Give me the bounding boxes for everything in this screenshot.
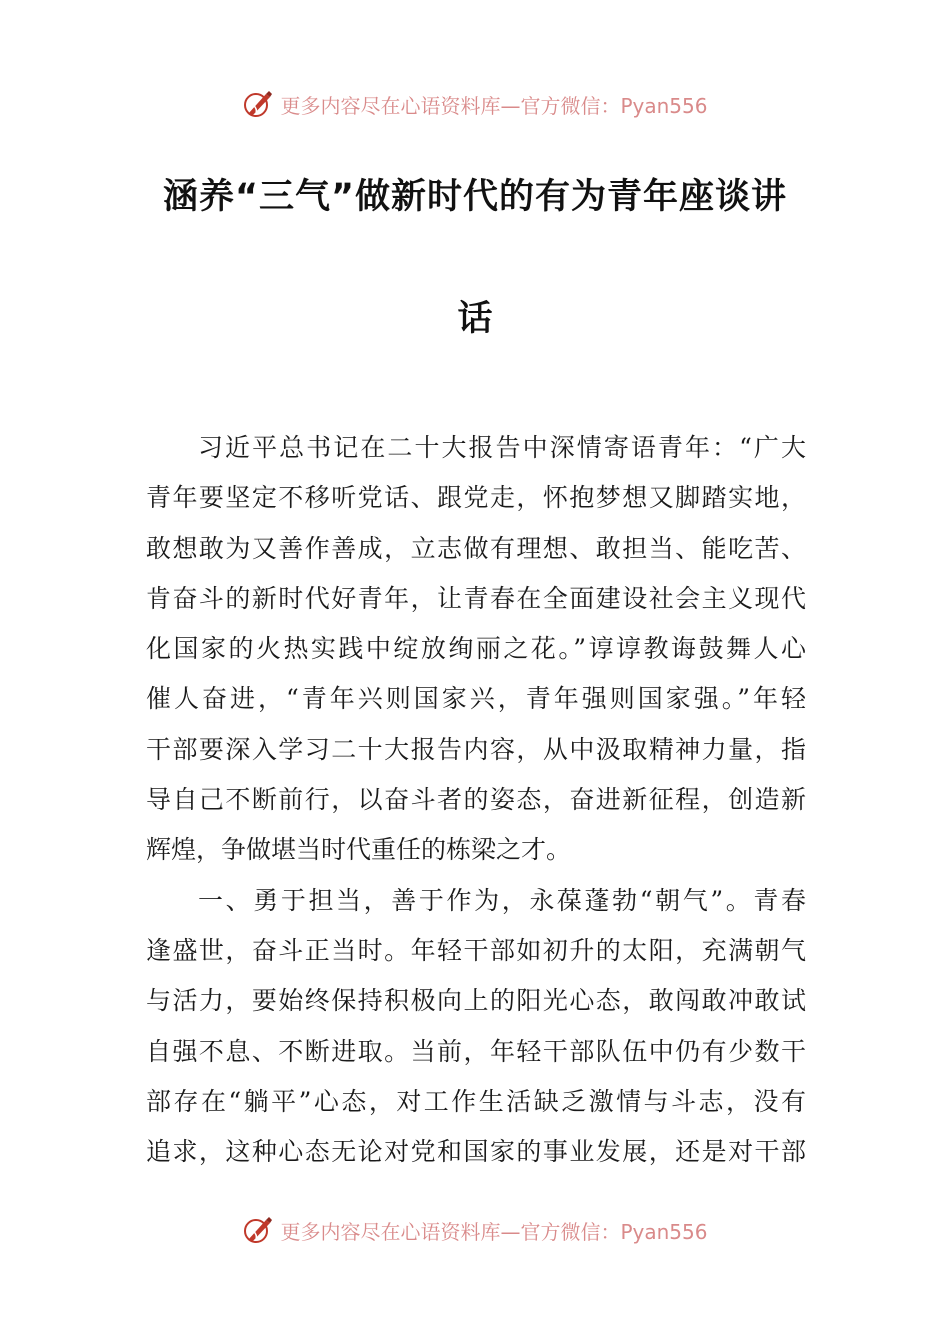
body-line: 敢想敢为又善作善成，立志做有理想、敢担当、能吃苦、 <box>146 533 806 563</box>
body-line: 干部要深入学习二十大报告内容，从中汲取精神力量，指 <box>146 734 806 764</box>
body-line: 化国家的火热实践中绽放绚丽之花。”谆谆教诲鼓舞人心 <box>146 634 806 664</box>
body-line: 习近平总书记在二十大报告中深情寄语青年：“广大 <box>198 433 806 462</box>
document-body <box>146 430 806 1184</box>
body-line: 逢盛世，奋斗正当时。年轻干部如初升的太阳，充满朝气 <box>146 935 806 965</box>
body-line: 肯奋斗的新时代好青年，让青春在全面建设社会主义现代 <box>146 583 806 613</box>
body-line: 导自己不断前行，以奋斗者的姿态，奋进新征程，创造新 <box>146 785 806 815</box>
body-line: 部存在“躺平”心态，对工作生活缺乏激情与斗志，没有 <box>146 1086 806 1116</box>
body-line: 青年要坚定不移听党话、跟党走，怀抱梦想又脚踏实地， <box>146 483 806 513</box>
document-title-line-1: 涵养“三气”做新时代的有为青年座谈讲 <box>162 177 787 217</box>
pen-circle-logo-icon <box>242 88 274 120</box>
body-line: 一、勇于担当，善于作为，永葆蓬勃“朝气”。青春 <box>198 885 806 915</box>
body-line: 自强不息、不断进取。当前，年轻干部队伍中仍有少数干 <box>146 1036 806 1066</box>
body-line: 追求，这种心态无论对党和国家的事业发展，还是对干部 <box>146 1137 806 1167</box>
body-line: 催人奋进，“青年兴则国家兴，青年强则国家强。”年轻 <box>146 684 806 714</box>
pen-circle-logo-icon <box>242 1214 274 1246</box>
watermark-header <box>0 84 950 124</box>
watermark-text: 更多内容尽在心语资料库—官方微信：Pyan556 <box>280 93 708 118</box>
watermark-text: 更多内容尽在心语资料库—官方微信：Pyan556 <box>280 1219 708 1244</box>
body-line: 辉煌，争做堪当时代重任的栋梁之才。 <box>146 835 572 865</box>
watermark-footer <box>0 1210 950 1250</box>
document-title-line-2: 话 <box>457 299 493 339</box>
body-line: 与活力，要始终保持积极向上的阳光心态，敢闯敢冲敢试 <box>146 986 806 1016</box>
